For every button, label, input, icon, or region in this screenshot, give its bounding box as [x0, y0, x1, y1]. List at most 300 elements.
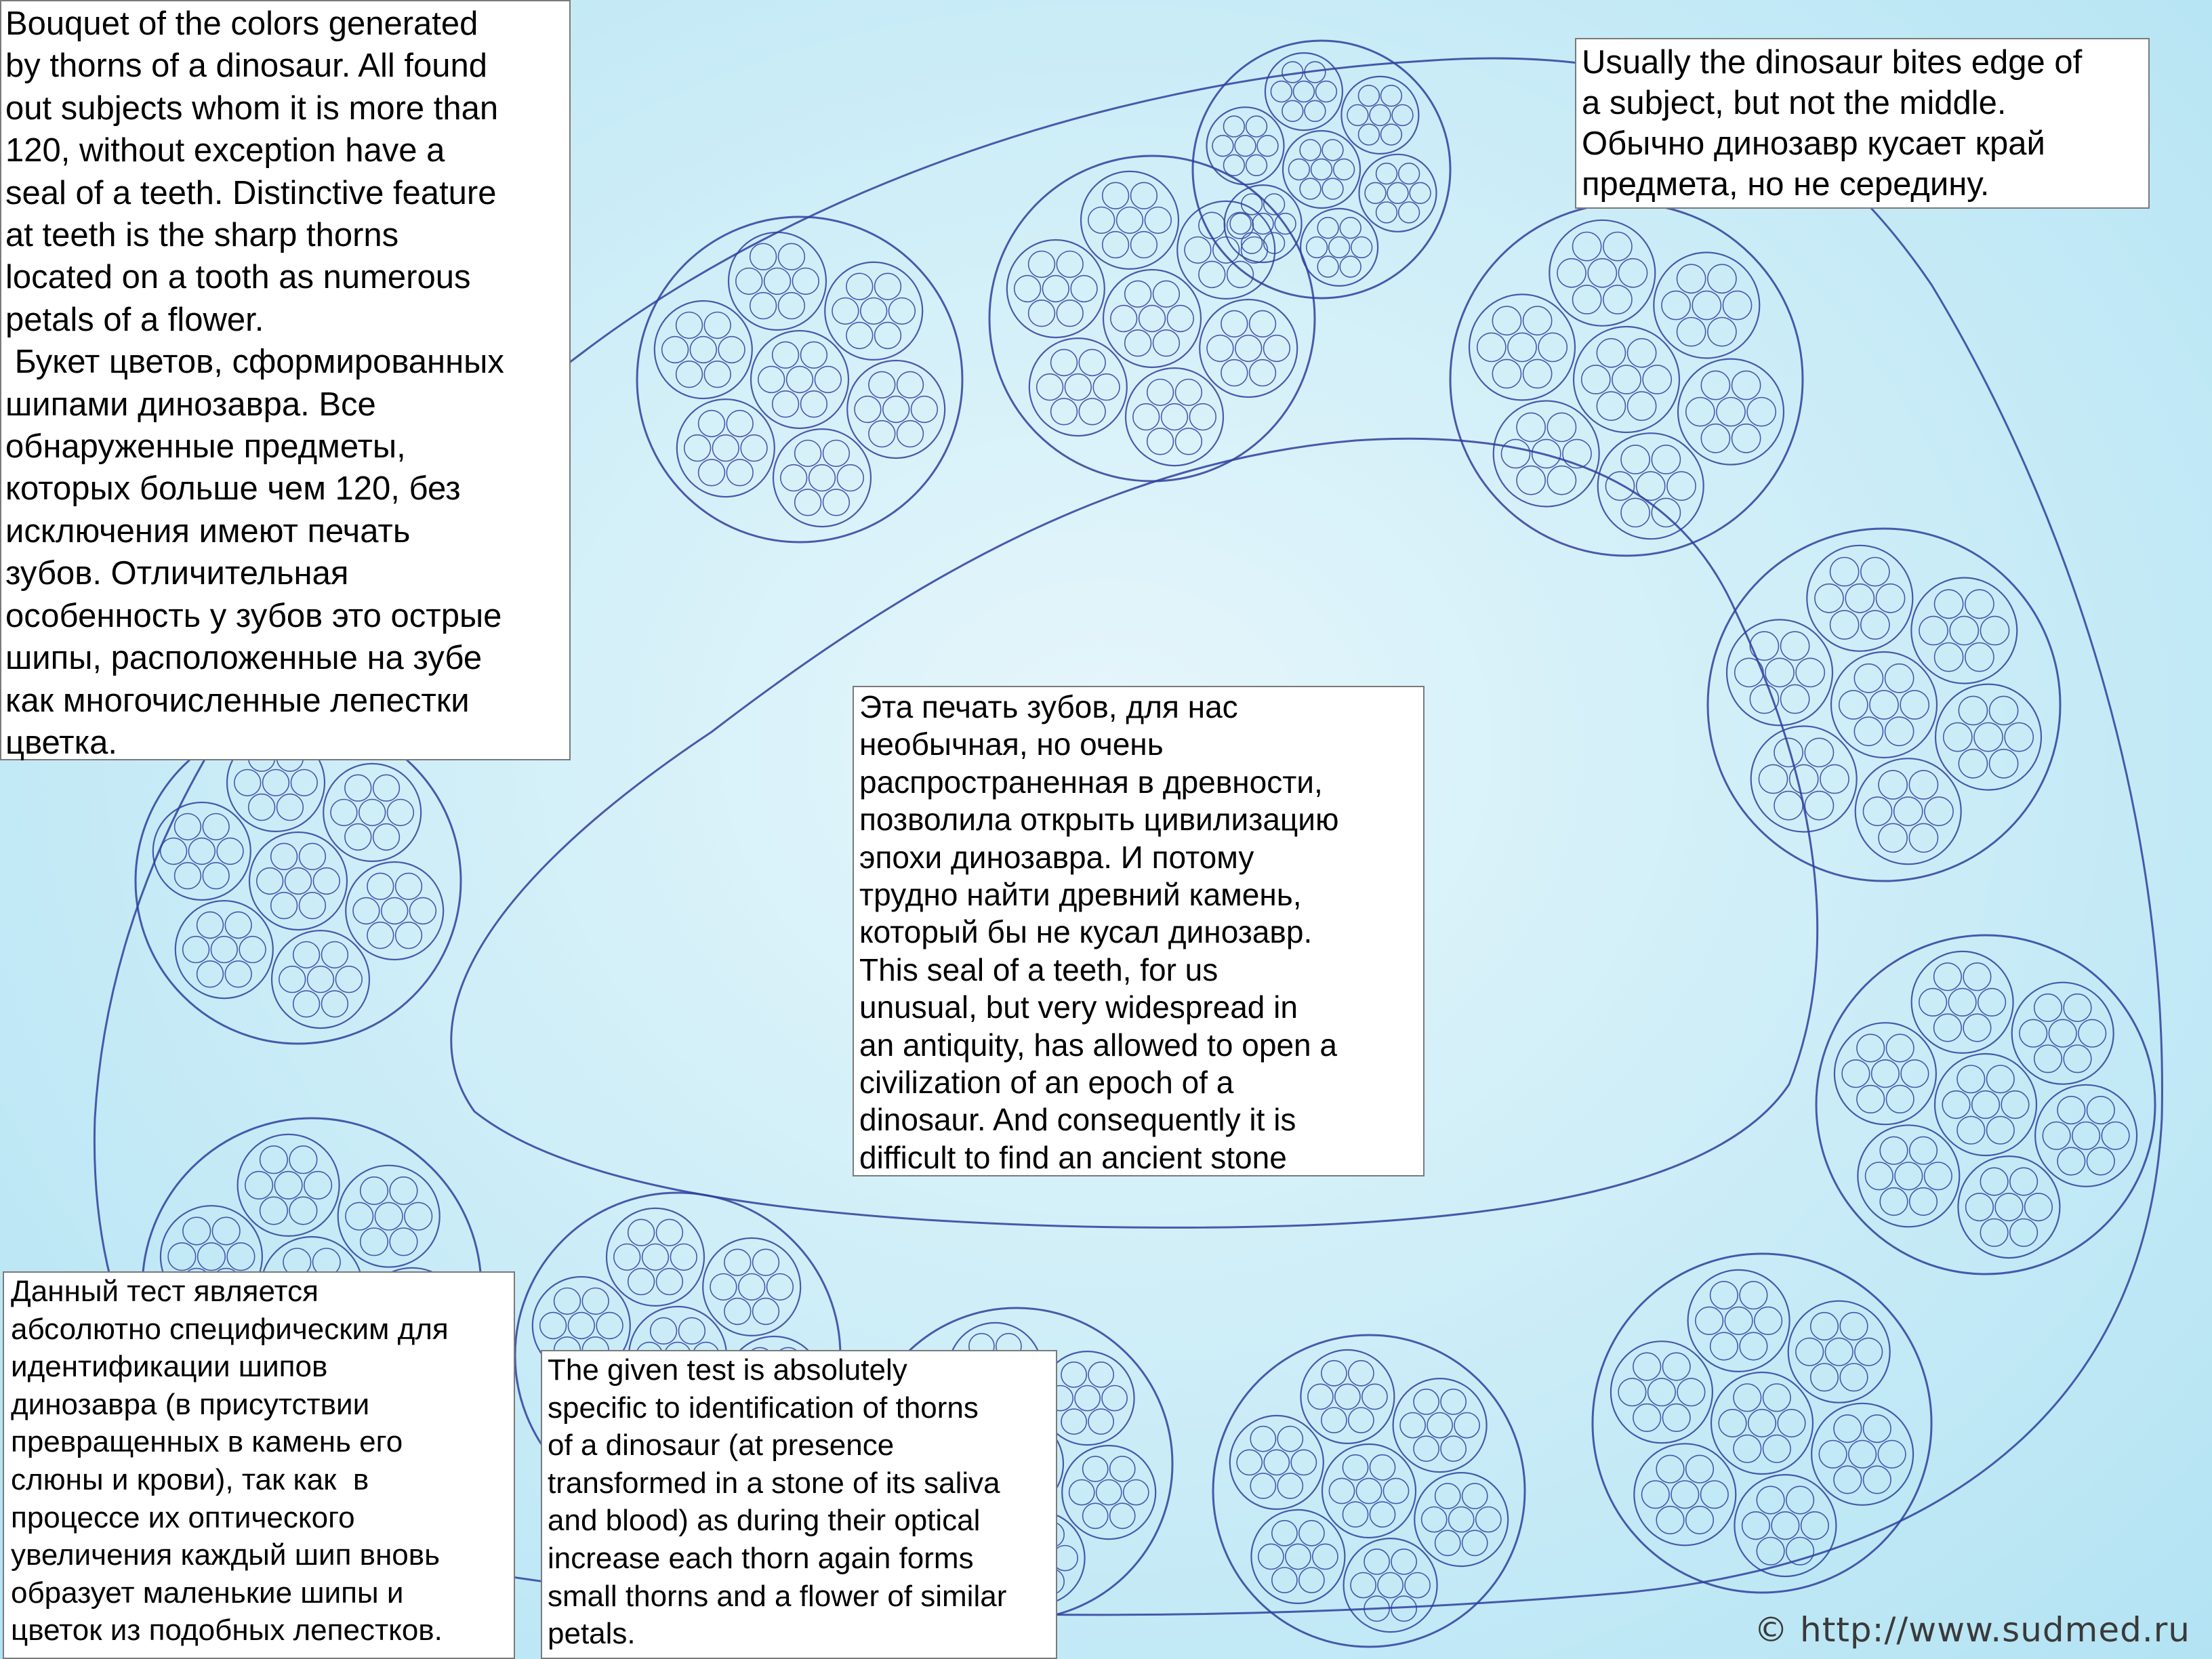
ring: [1246, 116, 1267, 137]
ring: [1677, 318, 1706, 346]
ring: [345, 824, 371, 851]
ring: [1322, 1444, 1416, 1538]
ring: [628, 1269, 655, 1295]
ring: [1864, 1466, 1891, 1494]
ring: [1103, 232, 1129, 258]
ring: [1103, 270, 1201, 367]
ring: [225, 912, 251, 939]
ring: [1341, 77, 1418, 154]
ring: [1774, 738, 1803, 766]
ring: [1083, 1503, 1108, 1528]
ring: [832, 298, 859, 325]
ring: [1711, 1332, 1738, 1360]
ring: [726, 411, 753, 437]
ring: [1131, 182, 1158, 209]
ring: [1061, 1409, 1086, 1434]
ring: [855, 396, 881, 423]
ring: [1603, 285, 1632, 314]
ring: [1370, 1502, 1395, 1527]
ring: [1628, 392, 1656, 420]
ring: [767, 1274, 794, 1300]
ring: [1605, 472, 1634, 500]
ring: [739, 1274, 765, 1300]
ring: [1861, 558, 1889, 586]
ring: [2043, 1122, 2070, 1150]
ring: [875, 273, 901, 300]
ring: [1727, 619, 1832, 725]
ring: [375, 1202, 403, 1230]
ring: [773, 429, 871, 527]
ring: [1925, 797, 1953, 825]
ring: [1316, 81, 1337, 102]
ring: [2025, 1193, 2053, 1221]
ring: [2087, 1097, 2115, 1124]
ring: [373, 824, 400, 851]
ring: [1879, 771, 1907, 799]
ring: [1573, 285, 1601, 314]
ring: [1079, 350, 1105, 376]
ring: [1935, 590, 1963, 618]
ring: [1870, 691, 1898, 719]
ring: [1652, 445, 1680, 474]
ring: [285, 868, 312, 895]
ring: [1317, 218, 1338, 239]
ring: [272, 930, 369, 1028]
ring: [1723, 291, 1751, 319]
ring: [1523, 306, 1552, 335]
ring: [1065, 374, 1091, 401]
ring: [1185, 237, 1211, 264]
ring: [1748, 1410, 1776, 1437]
ring: [1387, 182, 1408, 203]
ring: [690, 337, 716, 363]
ring: [1740, 1282, 1767, 1309]
ring: [249, 832, 347, 930]
ring: [1414, 1389, 1439, 1414]
ring: [1686, 1455, 1714, 1483]
ring: [781, 465, 807, 491]
ring: [568, 1313, 594, 1339]
ring: [1265, 53, 1343, 130]
ring: [724, 1249, 751, 1275]
ring: [1774, 792, 1803, 820]
ring: [1088, 1362, 1113, 1387]
ring: [1362, 1384, 1387, 1409]
ring: [1642, 1481, 1670, 1509]
ring: [1786, 1486, 1814, 1514]
ring: [1711, 1282, 1738, 1309]
ring: [1686, 398, 1715, 426]
ring: [1435, 1483, 1460, 1509]
ring: [1935, 1054, 2036, 1155]
ring: [1786, 1538, 1814, 1565]
ring: [175, 814, 201, 840]
ring: [1662, 291, 1690, 319]
ring: [1213, 1335, 1525, 1647]
ring: [1944, 723, 1972, 752]
ring: [1858, 1125, 1959, 1227]
ring: [1597, 339, 1625, 367]
description-note-bottom-left: Данный тест является абсолютно специфическим для идентификации шипов динозавра (в присутствии превращенных в камень его слюны и крови), так как в процессе их оптического увеличения каждый шип вновь образует маленькие шипы и цветок из подобных лепестков.: [3, 1271, 515, 1659]
ring: [753, 1249, 779, 1275]
ring: [2012, 983, 2114, 1084]
ring: [1678, 359, 1784, 465]
ring: [750, 293, 777, 319]
ring: [989, 156, 1315, 481]
ring: [773, 391, 799, 417]
ring: [1815, 584, 1843, 613]
ring: [1449, 1507, 1474, 1532]
ring: [2001, 1091, 2029, 1119]
ring: [1383, 1478, 1408, 1503]
ring: [1251, 1510, 1345, 1603]
ring: [390, 1228, 417, 1256]
ring: [628, 1219, 655, 1246]
ring: [1854, 664, 1883, 693]
ring: [1834, 1415, 1862, 1443]
ring: [1007, 240, 1105, 337]
ring: [582, 1288, 609, 1315]
ring: [338, 1166, 440, 1267]
ring: [1835, 1023, 1936, 1124]
ring: [823, 489, 850, 516]
ring: [1359, 155, 1437, 232]
ring: [1757, 1538, 1784, 1565]
ring: [1995, 1193, 2023, 1221]
ring: [1015, 276, 1041, 302]
ring: [1410, 182, 1431, 203]
ring: [1207, 335, 1233, 362]
ring: [883, 396, 909, 423]
ring: [1840, 1313, 1868, 1340]
ring: [2072, 1122, 2100, 1150]
ring: [1300, 1350, 1394, 1443]
ring: [2064, 1045, 2091, 1073]
ring: [1111, 306, 1137, 332]
ring: [361, 1228, 388, 1256]
ring: [1340, 256, 1361, 277]
ring: [1124, 1480, 1149, 1505]
ring: [1711, 1372, 1813, 1474]
ring: [710, 1274, 737, 1300]
ring: [1139, 306, 1166, 332]
ring: [2034, 1045, 2062, 1073]
description-note-center: Эта печать зубов, для нас необычная, но очень распространенная в древности, позволила открыть цивилизацию эпохи динозавра. И потому трудно найти древний камень, который бы не кусал динозавр. This seal of a teeth, for us unusual, but very widespread in an antiquity, has allowed to open a civilization of an epoch of a dinosaur. And consequently it is difficult to find an ancient stone: [853, 686, 1425, 1176]
ring: [1879, 823, 1907, 852]
ring: [637, 217, 962, 542]
ring: [1042, 276, 1069, 302]
ring: [1125, 330, 1151, 356]
ring: [1895, 1162, 1923, 1190]
ring: [676, 361, 703, 388]
ring: [1250, 1473, 1275, 1498]
ring: [1643, 365, 1671, 394]
ring: [1207, 107, 1284, 184]
ring: [168, 1243, 196, 1271]
ring: [1788, 1301, 1890, 1403]
ring: [1894, 797, 1923, 825]
ring: [345, 775, 371, 801]
ring: [1200, 300, 1297, 397]
ring: [1427, 1413, 1452, 1438]
ring: [1796, 1338, 1824, 1366]
ring: [1069, 1480, 1094, 1505]
ring: [1855, 1338, 1883, 1366]
ring: [1317, 256, 1338, 277]
ring: [1880, 1136, 1908, 1164]
ring: [773, 342, 799, 368]
ring: [1900, 691, 1929, 719]
ring: [792, 268, 819, 295]
ring: [346, 1202, 373, 1230]
ring: [1662, 1353, 1690, 1380]
ring: [300, 893, 326, 919]
ring: [1126, 368, 1223, 466]
ring: [801, 342, 827, 368]
ring: [1845, 584, 1874, 613]
ring: [1910, 1188, 1938, 1216]
ring: [1633, 1404, 1661, 1432]
ring: [1322, 1408, 1347, 1433]
ring: [1271, 81, 1292, 102]
ring: [1849, 1441, 1877, 1469]
ring: [1393, 1378, 1487, 1472]
ring: [1176, 380, 1202, 406]
ring: [1051, 350, 1078, 376]
ring: [1492, 306, 1521, 335]
ring: [1283, 131, 1360, 208]
ring: [367, 922, 394, 949]
ring: [1079, 398, 1105, 425]
ring: [197, 912, 224, 939]
ring: [1230, 1416, 1324, 1509]
ring: [1477, 333, 1506, 361]
ring: [1476, 1507, 1501, 1532]
ring: [274, 1172, 302, 1200]
ring: [1376, 163, 1397, 184]
ring: [367, 873, 394, 899]
ring: [1857, 1034, 1885, 1062]
ring: [1834, 1466, 1862, 1494]
ring: [211, 937, 237, 963]
ring: [1075, 1386, 1100, 1411]
ring: [183, 1217, 211, 1245]
ring: [1805, 792, 1833, 820]
ring: [1708, 318, 1736, 346]
ring: [1936, 684, 2041, 790]
ring: [825, 262, 922, 360]
ring: [1880, 1188, 1908, 1216]
ring: [712, 435, 739, 462]
ring: [1071, 276, 1097, 302]
ring: [1277, 1473, 1303, 1498]
ring: [1538, 333, 1567, 361]
ring: [1557, 259, 1586, 287]
ring: [1227, 262, 1254, 288]
ring: [1093, 374, 1120, 401]
ring: [1300, 140, 1321, 161]
ring: [1811, 1364, 1839, 1391]
ring: [1277, 1427, 1303, 1452]
ring: [1963, 963, 1991, 991]
ring: [1250, 310, 1276, 337]
ring: [175, 863, 201, 889]
ring: [1441, 1436, 1466, 1461]
ring: [188, 838, 215, 865]
ring: [1097, 1480, 1122, 1505]
ring: [346, 862, 443, 960]
ring: [1807, 546, 1912, 651]
ring: [642, 1244, 669, 1271]
ring: [897, 421, 924, 447]
ring: [1582, 365, 1610, 394]
ring: [1965, 643, 1994, 672]
ring: [1037, 374, 1063, 401]
ring: [1886, 1034, 1914, 1062]
ring: [1378, 1573, 1403, 1598]
ring: [1307, 237, 1328, 258]
ring: [1062, 1446, 1155, 1539]
ring: [1701, 1481, 1729, 1509]
ring: [1811, 1404, 1913, 1505]
ring: [1708, 529, 2060, 881]
ring: [1790, 764, 1818, 793]
ring: [2020, 1019, 2047, 1047]
ring: [1242, 232, 1263, 253]
ring: [1088, 1409, 1113, 1434]
ring: [1494, 401, 1599, 507]
ring: [1370, 1455, 1395, 1480]
ring: [1224, 116, 1245, 137]
ring: [1250, 360, 1276, 386]
ring: [1264, 1450, 1289, 1475]
ring: [410, 898, 436, 924]
ring: [1235, 136, 1256, 157]
ring: [1349, 1408, 1374, 1433]
ring: [1935, 643, 1963, 672]
ring: [846, 323, 873, 349]
ring: [2010, 1219, 2038, 1247]
ring: [1351, 237, 1372, 258]
ring: [1686, 1507, 1714, 1534]
ring: [1380, 124, 1401, 145]
ring: [1708, 264, 1736, 293]
ring: [1351, 1573, 1376, 1598]
ring: [239, 937, 266, 963]
ring: [1264, 335, 1290, 362]
ring: [1750, 632, 1778, 660]
ring: [1125, 281, 1151, 307]
ring: [1885, 717, 1914, 745]
ring: [823, 441, 850, 467]
ring: [1816, 935, 2155, 1274]
ring: [1246, 155, 1267, 176]
ring: [1819, 1441, 1847, 1469]
ring: [1061, 1362, 1086, 1387]
ring: [359, 800, 386, 826]
ring: [1258, 1544, 1284, 1569]
ring: [1133, 404, 1160, 430]
ring: [764, 268, 791, 295]
ring: [1322, 1361, 1347, 1386]
ring: [1692, 291, 1721, 319]
ring: [1654, 253, 1759, 359]
ring: [1221, 360, 1248, 386]
ring: [396, 922, 422, 949]
ring: [1725, 1307, 1753, 1335]
ring: [1688, 1270, 1790, 1372]
ring: [1830, 611, 1859, 639]
ring: [1831, 652, 1937, 758]
ring: [1628, 339, 1656, 367]
ring: [684, 435, 711, 462]
ring: [1805, 738, 1833, 766]
ring: [203, 814, 229, 840]
ring: [1861, 611, 1889, 639]
ring: [1778, 1410, 1805, 1437]
ring: [1842, 1060, 1870, 1088]
ring: [1763, 1435, 1791, 1462]
ring: [724, 1298, 751, 1325]
ring: [1329, 237, 1350, 258]
ring: [1322, 178, 1343, 199]
ring: [1734, 1435, 1761, 1462]
ring: [1755, 1307, 1782, 1335]
ring: [1912, 951, 2013, 1053]
ring: [1957, 1116, 1985, 1144]
ring: [1250, 1427, 1275, 1452]
ring: [1299, 1568, 1324, 1593]
ring: [1656, 1455, 1684, 1483]
ring: [1334, 159, 1355, 180]
ring: [2087, 1147, 2115, 1175]
ring: [1958, 1156, 2060, 1258]
ring: [1235, 335, 1262, 362]
ring: [1083, 1456, 1108, 1481]
ring: [699, 411, 725, 437]
ring: [1343, 1502, 1368, 1527]
ring: [1909, 823, 1938, 852]
ring: [388, 800, 414, 826]
description-note-bottom-middle: The given test is absolutely specific to identification of thorns of a dinosaur (at presence transformed in a stone of its saliva and blood) as during their optical increase each thorn again forms small thorns and a flower of similar petals.: [541, 1350, 1057, 1659]
ring: [2102, 1122, 2129, 1150]
ring: [183, 937, 209, 963]
ring: [751, 331, 848, 428]
ring: [1872, 1060, 1900, 1088]
ring: [304, 1172, 332, 1200]
ring: [1990, 750, 2018, 778]
ring: [1081, 171, 1179, 269]
ring: [293, 991, 320, 1017]
ring: [741, 435, 767, 462]
ring: [1523, 359, 1552, 388]
ring: [1950, 616, 1978, 644]
ring: [1633, 1353, 1661, 1380]
ring: [1193, 41, 1450, 298]
ring: [217, 838, 243, 865]
ring: [198, 1243, 226, 1271]
ring: [1980, 1219, 2008, 1247]
ring: [1987, 1065, 2015, 1093]
ring: [1300, 209, 1378, 286]
ring: [1308, 1384, 1333, 1409]
ring: [227, 1243, 255, 1271]
ring: [676, 312, 703, 339]
ring: [1257, 136, 1278, 157]
ring: [651, 1317, 677, 1344]
ring: [1757, 1486, 1784, 1514]
ring: [1796, 658, 1824, 687]
